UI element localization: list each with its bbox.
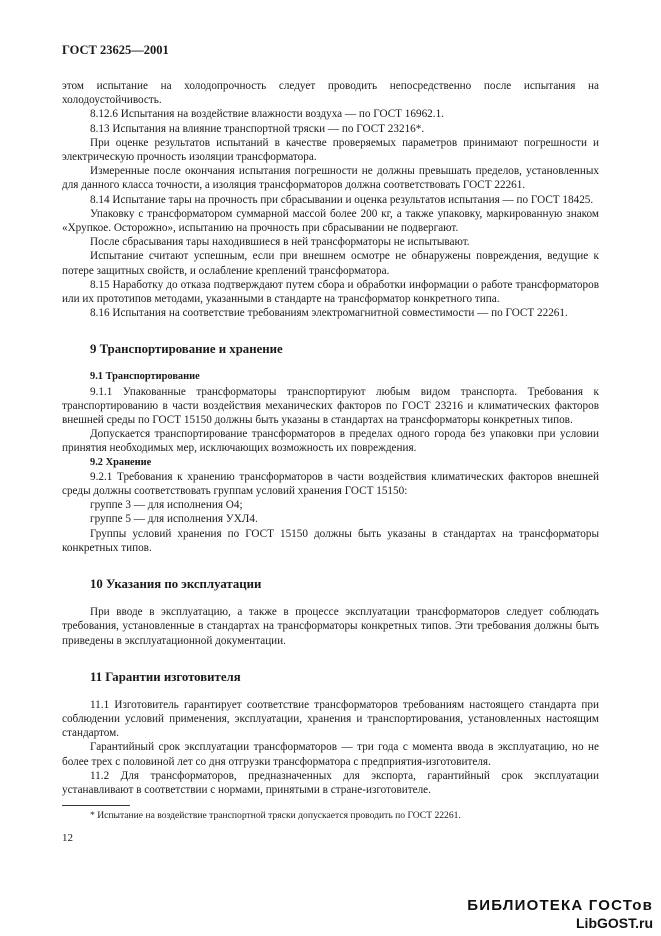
footnote-divider <box>62 805 130 806</box>
paragraph: При оценке результатов испытаний в качестве проверяемых параметров принимают погрешности и электрическую прочность изоляции трансформатора. <box>62 136 599 164</box>
paragraph: этом испытание на холодопрочность следует проводить непосредственно после испытания на холодоустойчивость. <box>62 80 599 107</box>
clause-11-2: 11.2 Для трансформаторов, предназначенных для экспорта, гарантийный срок эксплуатации устанавливают в соответствии с нормами, принятыми в стране-изготовителе. <box>62 769 599 796</box>
paragraph: Допускается транспортирование трансформаторов в пределах одного города без упаковки при условии принятия необходимых мер, исключающих возможность их повреждения. <box>62 428 599 455</box>
clause-9-2-1: 9.2.1 Требования к хранению трансформаторов в части воздействия климатических факторов внешней среды должны соответствовать группам условий хранения ГОСТ 15150: <box>62 470 599 498</box>
subsection-heading-9-1: 9.1 Транспортирование <box>90 371 200 383</box>
page-number: 12 <box>62 832 73 844</box>
paragraph: Упаковку с трансформатором суммарной массой более 200 кг, а также упаковку, маркированную знаком «Хрупкое. Осторожно», испытанию на прочность при сбрасывании не подвергают. <box>62 207 599 235</box>
section-heading-10: 10 Указания по эксплуатации <box>90 577 262 592</box>
clause-9-1-1: 9.1.1 Упакованные трансформаторы транспортируют любым видом транспорта. Требования к транспортированию в части воздействия механических факторов по ГОСТ 23216 и климатических факторов внешней среды по ГОСТ 15150 должны быть указаны в стандартах на трансформаторы конкретных типов. <box>62 385 599 427</box>
clause-8-13: 8.13 Испытания на влияние транспортной тряски — по ГОСТ 23216*. <box>90 122 425 135</box>
paragraph: Испытание считают успешным, если при внешнем осмотре не обнаружены повреждения, ведущие к потере защитных свойств, и ослабление креплений трансформатора. <box>62 250 599 277</box>
watermark-site: LibGOST.ru <box>576 915 653 931</box>
paragraph: При вводе в эксплуатацию, а также в процессе эксплуатации трансформаторов следует соблюдать требования, установленные в стандартах на трансформаторы конкретных типов. Эти требования должны быть приведены в эксплуатационной документации. <box>62 606 599 647</box>
section-heading-9: 9 Транспортирование и хранение <box>90 342 283 357</box>
list-item: группе 5 — для исполнения УХЛ4. <box>90 513 258 526</box>
clause-8-16: 8.16 Испытания на соответствие требованиям электромагнитной совместимости — по ГОСТ 22261. <box>90 307 568 320</box>
paragraph: Измеренные после окончания испытания погрешности не должны превышать пределов, установленных для данного класса точности, а изоляция трансформаторов должна соответствовать ГОСТ 22261. <box>62 165 599 192</box>
clause-8-15: 8.15 Наработку до отказа подтверждают путем сбора и обработки информации о работе трансформаторов или их прототипов методами, указанными в стандарте на трансформатор конкретного типа. <box>62 278 599 306</box>
paragraph: После сбрасывания тары находившиеся в ней трансформаторы не испытывают. <box>90 236 470 249</box>
clause-8-14: 8.14 Испытание тары на прочность при сбрасывании и оценка результатов испытания — по ГОСТ 18425. <box>90 193 594 206</box>
watermark <box>467 897 653 932</box>
paragraph: Группы условий хранения по ГОСТ 15150 должны быть указаны в стандартах на трансформаторы конкретных типов. <box>62 527 599 554</box>
footnote: * Испытание на воздействие транспортной тряски допускается проводить по ГОСТ 22261. <box>90 810 461 821</box>
list-item: группе 3 — для исполнения О4; <box>90 499 243 512</box>
page-body <box>62 79 599 797</box>
clause-11-1: 11.1 Изготовитель гарантирует соответствие трансформаторов требованиям настоящего стандарта при соблюдении условий применения, эксплуатации, хранения и транспортирования, установленных настоящим стандартом. <box>62 698 599 740</box>
clause-8-12-6: 8.12.6 Испытания на воздействие влажности воздуха — по ГОСТ 16962.1. <box>90 108 444 121</box>
subsection-heading-9-2: 9.2 Хранение <box>90 456 152 468</box>
watermark-title: БИБЛИОТЕКА ГОСТов <box>467 897 653 914</box>
section-heading-11: 11 Гарантии изготовителя <box>90 669 241 684</box>
running-header: ГОСТ 23625—2001 <box>62 43 169 57</box>
paragraph: Гарантийный срок эксплуатации трансформаторов — три года с момента ввода в эксплуатацию, но не более трех с половиной лет со дня отгрузки трансформатора с предприятия-изготовителя. <box>62 741 599 768</box>
